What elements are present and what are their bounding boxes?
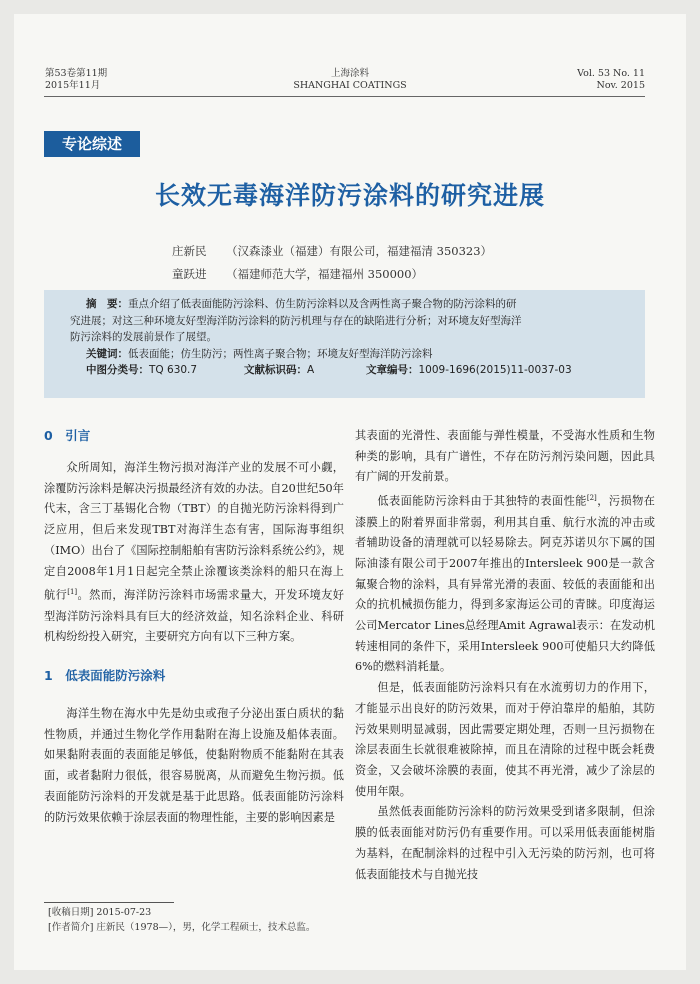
right-column xyxy=(355,426,655,885)
article-number-label: 文章编号： xyxy=(366,364,419,376)
paragraph xyxy=(355,488,655,678)
left-column xyxy=(44,426,344,828)
received-date: [收稿日期] 2015-07-23 xyxy=(48,907,152,918)
author-bio: [作者简介] 庄新民（1978—），男，化学工程硕士，技术总监。 xyxy=(48,922,316,933)
footnote-rule xyxy=(44,902,174,903)
issue-date: 2015年11月 xyxy=(45,80,101,91)
author-name: 庄新民 xyxy=(172,244,207,258)
author-row xyxy=(172,263,492,286)
abstract-line: 究进展；对这三种环境友好型海洋防污涂料的防污机理与存在的缺陷进行分析；对环境友好型海洋 xyxy=(70,314,522,327)
paragraph-text: ，污损物在漆膜上的附着界面非常弱，利用其自重、航行水流的冲击或者辅助设备的清理就可以轻易除去。阿克苏诺贝尔下属的国际油漆有限公司于2007年推出的Intersleek 900是一款含氟聚合物的涂料，具有异常光滑的表面、较低的表面能和出众的抗机械损伤能力，得到多家海运公司的青睐。印度海运公司Mercator Lines总经理Amit Agrawal表示：在发动机转速相同的条件下，采用Intersleek 900可使船只大约降低6%的燃料消耗量。 xyxy=(355,494,655,674)
footnote xyxy=(48,905,315,935)
author-row xyxy=(172,240,492,263)
paragraph: 但是，低表面能防污涂料只有在水流剪切力的作用下，才能显示出良好的防污效果，而对于停泊靠岸的船舶，其防污效果则明显减弱，因此需要定期处理，否则一旦污损物在涂层表面生长就很难被除掉，而且在清除的过程中既会耗费资金，又会破坏涂膜的表面，使其不再光滑，减少了涂层的使用年限。 xyxy=(355,681,655,798)
journal-name-en: SHANGHAI COATINGS xyxy=(293,80,407,91)
doc-code-label: 文献标识码： xyxy=(244,364,307,376)
section-heading-intro: 0 引言 xyxy=(44,428,91,443)
citation-ref: [2] xyxy=(586,494,597,503)
paragraph-text: 低表面能防污涂料由于其独特的表面性能 xyxy=(377,494,587,508)
issue-date-en: Nov. 2015 xyxy=(596,80,645,91)
article-title: 长效无毒海洋防污涂料的研究进展 xyxy=(154,181,545,210)
clc-field xyxy=(86,362,244,379)
classification-line xyxy=(70,362,623,379)
volume-issue-en: Vol. 53 No. 11 xyxy=(577,68,645,79)
volume-issue: 第53卷第11期 xyxy=(45,68,108,79)
article-number-value: 1009-1696(2015)11-0037-03 xyxy=(418,364,572,376)
abstract-line: 防污涂料的发展前景作了展望。 xyxy=(70,331,217,343)
section-tag: 专论综述 xyxy=(44,131,140,157)
abstract-line xyxy=(70,296,623,313)
paragraph: 其表面的光滑性、表面能与弹性模量，不受海水性质和生物种类的影响，具有广谱性，不存在防污剂污染问题，因此具有广阔的开发前景。 xyxy=(355,429,655,484)
section-heading-low-surface-energy: 1 低表面能防污涂料 xyxy=(44,668,166,684)
paragraph xyxy=(44,458,344,648)
abstract-text: 重点介绍了低表面能防污涂料、仿生防污涂料以及含两性离子聚合物的防污涂料的研 xyxy=(128,298,517,310)
header-rule xyxy=(44,96,645,97)
clc-label: 中图分类号： xyxy=(86,364,149,376)
paragraph: 虽然低表面能防污涂料的防污效果受到诸多限制，但涂膜的低表面能对防污仍有重要作用。可以采用低表面能树脂为基料，在配制涂料的过程中引入无污染的防污剂，也可将低表面能技术与自抛光技 xyxy=(355,805,655,881)
citation-ref: [1] xyxy=(67,588,78,597)
paragraph-text: 。然而，海洋防污涂料市场需求量大，开发环境友好型海洋防污涂料具有巨大的经济效益，知名涂料企业、科研机构纷纷投入研究，主要研究方向有以下三种方案。 xyxy=(44,588,344,644)
author-affiliation: （汉森漆业（福建）有限公司，福建福清 350323） xyxy=(226,244,493,258)
journal-volume-info-en xyxy=(577,68,645,92)
keywords-text: 低表面能；仿生防污；两性离子聚合物；环境友好型海洋防污涂料 xyxy=(128,347,433,360)
doc-code-field xyxy=(244,362,366,379)
abstract-label: 摘 要： xyxy=(86,298,128,310)
abstract-box xyxy=(44,290,645,398)
author-list xyxy=(172,240,492,286)
author-name: 童跃进 xyxy=(172,267,207,281)
doc-code-value: A xyxy=(307,364,315,376)
journal-name-cn: 上海涂料 xyxy=(330,68,369,79)
article-number-field xyxy=(366,362,572,379)
author-affiliation: （福建师范大学，福建福州 350000） xyxy=(226,267,424,281)
clc-value: TQ 630.7 xyxy=(149,364,198,376)
paragraph: 海洋生物在海水中先是幼虫或孢子分泌出蛋白质状的黏性物质，并通过生物化学作用黏附在海上设施及船体表面。如果黏附表面的表面能足够低，使黏附物质不能黏附在其表面，或者黏附力很低，很容易脱离，从而避免生物污损。低表面能防污涂料的开发就是基于此思路。低表面能防污涂料的防污效果依赖于涂层表面的物理性能，主要的影响因素是 xyxy=(44,707,344,824)
paragraph-text: 众所周知，海洋生物污损对海洋产业的发展不可小觑，涂覆防污涂料是解决污损最经济有效的办法。自20世纪50年代末，含三丁基锡化合物（TBT）的自抛光防污涂料得到广泛应用，但后来发现TBT对海洋生态有害，国际海事组织（IMO）出台了《国际控制船舶有害防污涂料系统公约》，规定自2008年1月1日起完全禁止涂覆该类涂料的船只在海上航行 xyxy=(44,461,344,602)
keywords-label: 关键词： xyxy=(86,347,128,360)
keywords-line xyxy=(70,346,623,363)
